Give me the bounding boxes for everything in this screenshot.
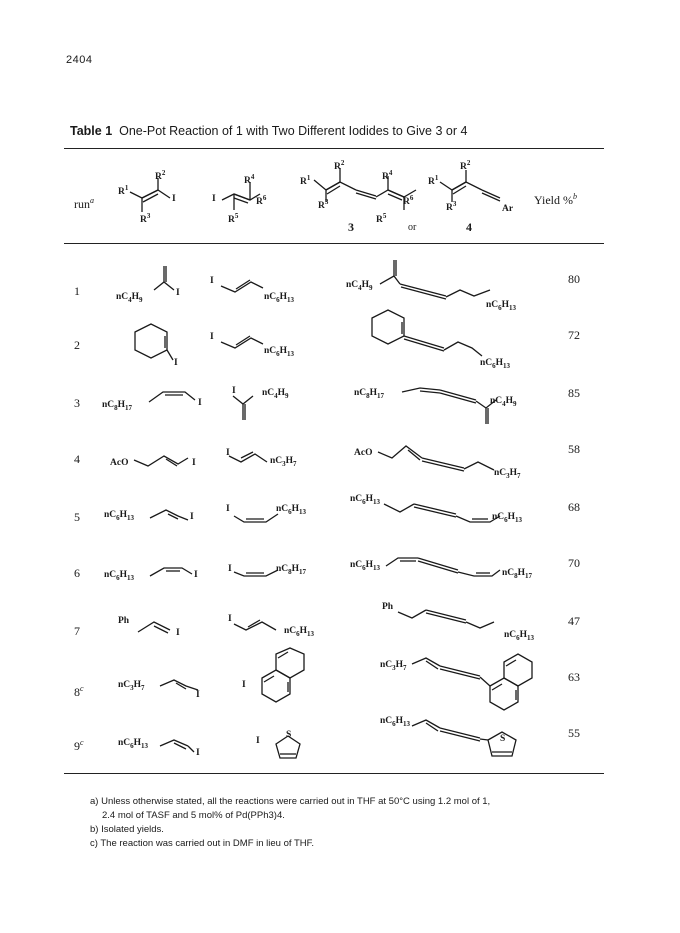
run6-product-label-a: $nC_6H_{13}$ <box>350 560 381 572</box>
run9-product-label-s: S <box>500 734 506 744</box>
run9-product-structure <box>410 712 540 772</box>
run2-label-i2: I <box>210 332 214 342</box>
run7-product-label-b: $nC_6H_{13}$ <box>504 630 535 642</box>
run3-label-i2: I <box>232 386 236 396</box>
run-number: 4 <box>74 452 80 466</box>
label-4-r3: $R^3$ <box>446 200 457 214</box>
header-product-4-structure <box>428 160 528 230</box>
label-4-ar: Ar <box>502 204 514 214</box>
run3-label-a: $nC_8H_{17}$ <box>102 400 133 412</box>
run7-label-i2: I <box>228 614 232 624</box>
run6-label-b: $nC_8H_{17}$ <box>276 564 307 576</box>
yield-value: 85 <box>568 386 580 400</box>
footnote-c: c) The reaction was carried out in DMF in lieu of THF. <box>90 838 315 849</box>
run7-product-label-a: Ph <box>382 602 394 612</box>
run4-label-i: I <box>192 458 196 468</box>
run5-product-label-a: $nC_6H_{13}$ <box>350 494 381 506</box>
run3-label-b: $nC_4H_9$ <box>262 388 289 400</box>
label-3-r3: $R^3$ <box>318 198 329 212</box>
run1-label-b: $nC_6H_{13}$ <box>264 292 295 304</box>
run6-label-a: $nC_6H_{13}$ <box>104 570 135 582</box>
yield-value: 58 <box>568 442 580 456</box>
run6-product-label-b: $nC_8H_{17}$ <box>502 568 533 580</box>
run6-label-i2: I <box>228 564 232 574</box>
run3-label-i: I <box>198 398 202 408</box>
run-number: 7 <box>74 624 80 638</box>
run4-label-a: AcO <box>110 458 129 468</box>
yield-value: 55 <box>568 726 580 740</box>
label-3-r4: $R^4$ <box>382 169 393 183</box>
yield-value: 72 <box>568 328 580 342</box>
label-4-r2: $R^2$ <box>460 159 471 173</box>
run6-iodide-1-structure <box>148 562 198 592</box>
run1-iodide-1-structure <box>150 262 190 302</box>
run1-label-i2: I <box>210 276 214 286</box>
page-number: 2404 <box>66 54 93 66</box>
run9-iodide-1-structure <box>158 730 208 760</box>
run2-product-label: $nC_6H_{13}$ <box>480 358 511 370</box>
label-r4: $R^4$ <box>244 173 255 187</box>
run5-product-label-b: $nC_6H_{13}$ <box>492 512 523 524</box>
label-3-r1: $R^1$ <box>300 174 311 188</box>
label-i: I <box>172 194 176 204</box>
run5-label-i: I <box>190 512 194 522</box>
label-3-r6: $R^6$ <box>403 194 414 208</box>
run-number: 6 <box>74 566 80 580</box>
run9-product-label-a: $nC_6H_{13}$ <box>380 716 411 728</box>
run-number: 9$^c$ <box>74 738 84 753</box>
yield-value: 63 <box>568 670 580 684</box>
label-r6: $R^6$ <box>256 194 267 208</box>
run4-label-b: $nC_3H_7$ <box>270 456 297 468</box>
label-3-r2: $R^2$ <box>334 159 345 173</box>
run-number: 3 <box>74 396 80 410</box>
run9-label-a: $nC_6H_{13}$ <box>118 738 149 750</box>
run4-product-structure <box>372 438 522 488</box>
run3-iodide-1-structure <box>145 384 205 414</box>
yield-value: 47 <box>568 614 580 628</box>
yield-value: 68 <box>568 500 580 514</box>
label-i2: I <box>212 194 216 204</box>
run8-label-a: $nC_3H_7$ <box>118 680 145 692</box>
header-yield: Yield %$^b$ <box>534 192 577 207</box>
run1-product-label-a: $nC_4H_9$ <box>346 280 373 292</box>
run8-naphthyl-iodide-structure <box>248 654 308 724</box>
label-3-r5: $R^5$ <box>376 212 387 226</box>
run9-label-i2: I <box>256 736 260 746</box>
run8-label-i2: I <box>242 680 246 690</box>
run8-label-i: I <box>196 690 200 700</box>
run2-label-i: I <box>174 358 178 368</box>
run6-label-i: I <box>194 570 198 580</box>
footnote-a-continued: 2.4 mol of TASF and 5 mol% of Pd(PPh3)4. <box>102 810 285 821</box>
top-rule <box>64 148 604 149</box>
run8-iodide-1-structure <box>158 672 208 702</box>
run1-label-a: $nC_4H_9$ <box>116 292 143 304</box>
bottom-rule <box>64 773 604 774</box>
run-number: 5 <box>74 510 80 524</box>
run5-label-b: $nC_6H_{13}$ <box>276 504 307 516</box>
yield-value: 70 <box>568 556 580 570</box>
table-caption <box>70 124 467 138</box>
run8-product-label-a: $nC_3H_7$ <box>380 660 407 672</box>
run-number: 2 <box>74 338 80 352</box>
run4-iodide-1-structure <box>130 446 200 476</box>
run3-product-label-b: $nC_4H_9$ <box>490 396 517 408</box>
header-or: or <box>408 222 417 233</box>
run2-label-b: $nC_6H_{13}$ <box>264 346 295 358</box>
header-compound-3: 3 <box>348 220 354 234</box>
footnote-a: a) Unless otherwise stated, all the reactions were carried out in THF at 50°C using 1.2 mol of 1, <box>90 796 491 807</box>
run-number: 8$^c$ <box>74 684 84 699</box>
run3-product-label-a: $nC_8H_{17}$ <box>354 388 385 400</box>
caption-text: One-Pot Reaction of 1 with Two Different Iodides to Give 3 or 4 <box>119 124 468 138</box>
run5-label-i2: I <box>226 504 230 514</box>
header-compound-4: 4 <box>466 220 472 234</box>
run5-label-a: $nC_6H_{13}$ <box>104 510 135 522</box>
run4-label-i2: I <box>226 448 230 458</box>
run7-label-a: Ph <box>118 616 130 626</box>
run9-label-i: I <box>196 748 200 758</box>
caption-label: Table 1 <box>70 124 113 138</box>
run1-product-label-b: $nC_6H_{13}$ <box>486 300 517 312</box>
label-r1: $R^1$ <box>118 184 129 198</box>
run7-iodide-2-structure <box>230 614 290 644</box>
run1-label-i: I <box>176 288 180 298</box>
header-rule <box>64 243 604 244</box>
label-r5: $R^5$ <box>228 212 239 226</box>
run4-product-label-a: AcO <box>354 448 373 458</box>
label-4-r1: $R^1$ <box>428 174 439 188</box>
run4-product-label-b: $nC_3H_7$ <box>494 468 521 480</box>
run-number: 1 <box>74 284 80 298</box>
run9-label-s: S <box>286 730 292 740</box>
label-r2: $R^2$ <box>155 169 166 183</box>
yield-value: 80 <box>568 272 580 286</box>
run7-label-i: I <box>176 628 180 638</box>
footnote-b: b) Isolated yields. <box>90 824 164 835</box>
label-r3: $R^3$ <box>140 212 151 226</box>
run7-label-b: $nC_6H_{13}$ <box>284 626 315 638</box>
header-run: run$^a$ <box>74 196 94 211</box>
